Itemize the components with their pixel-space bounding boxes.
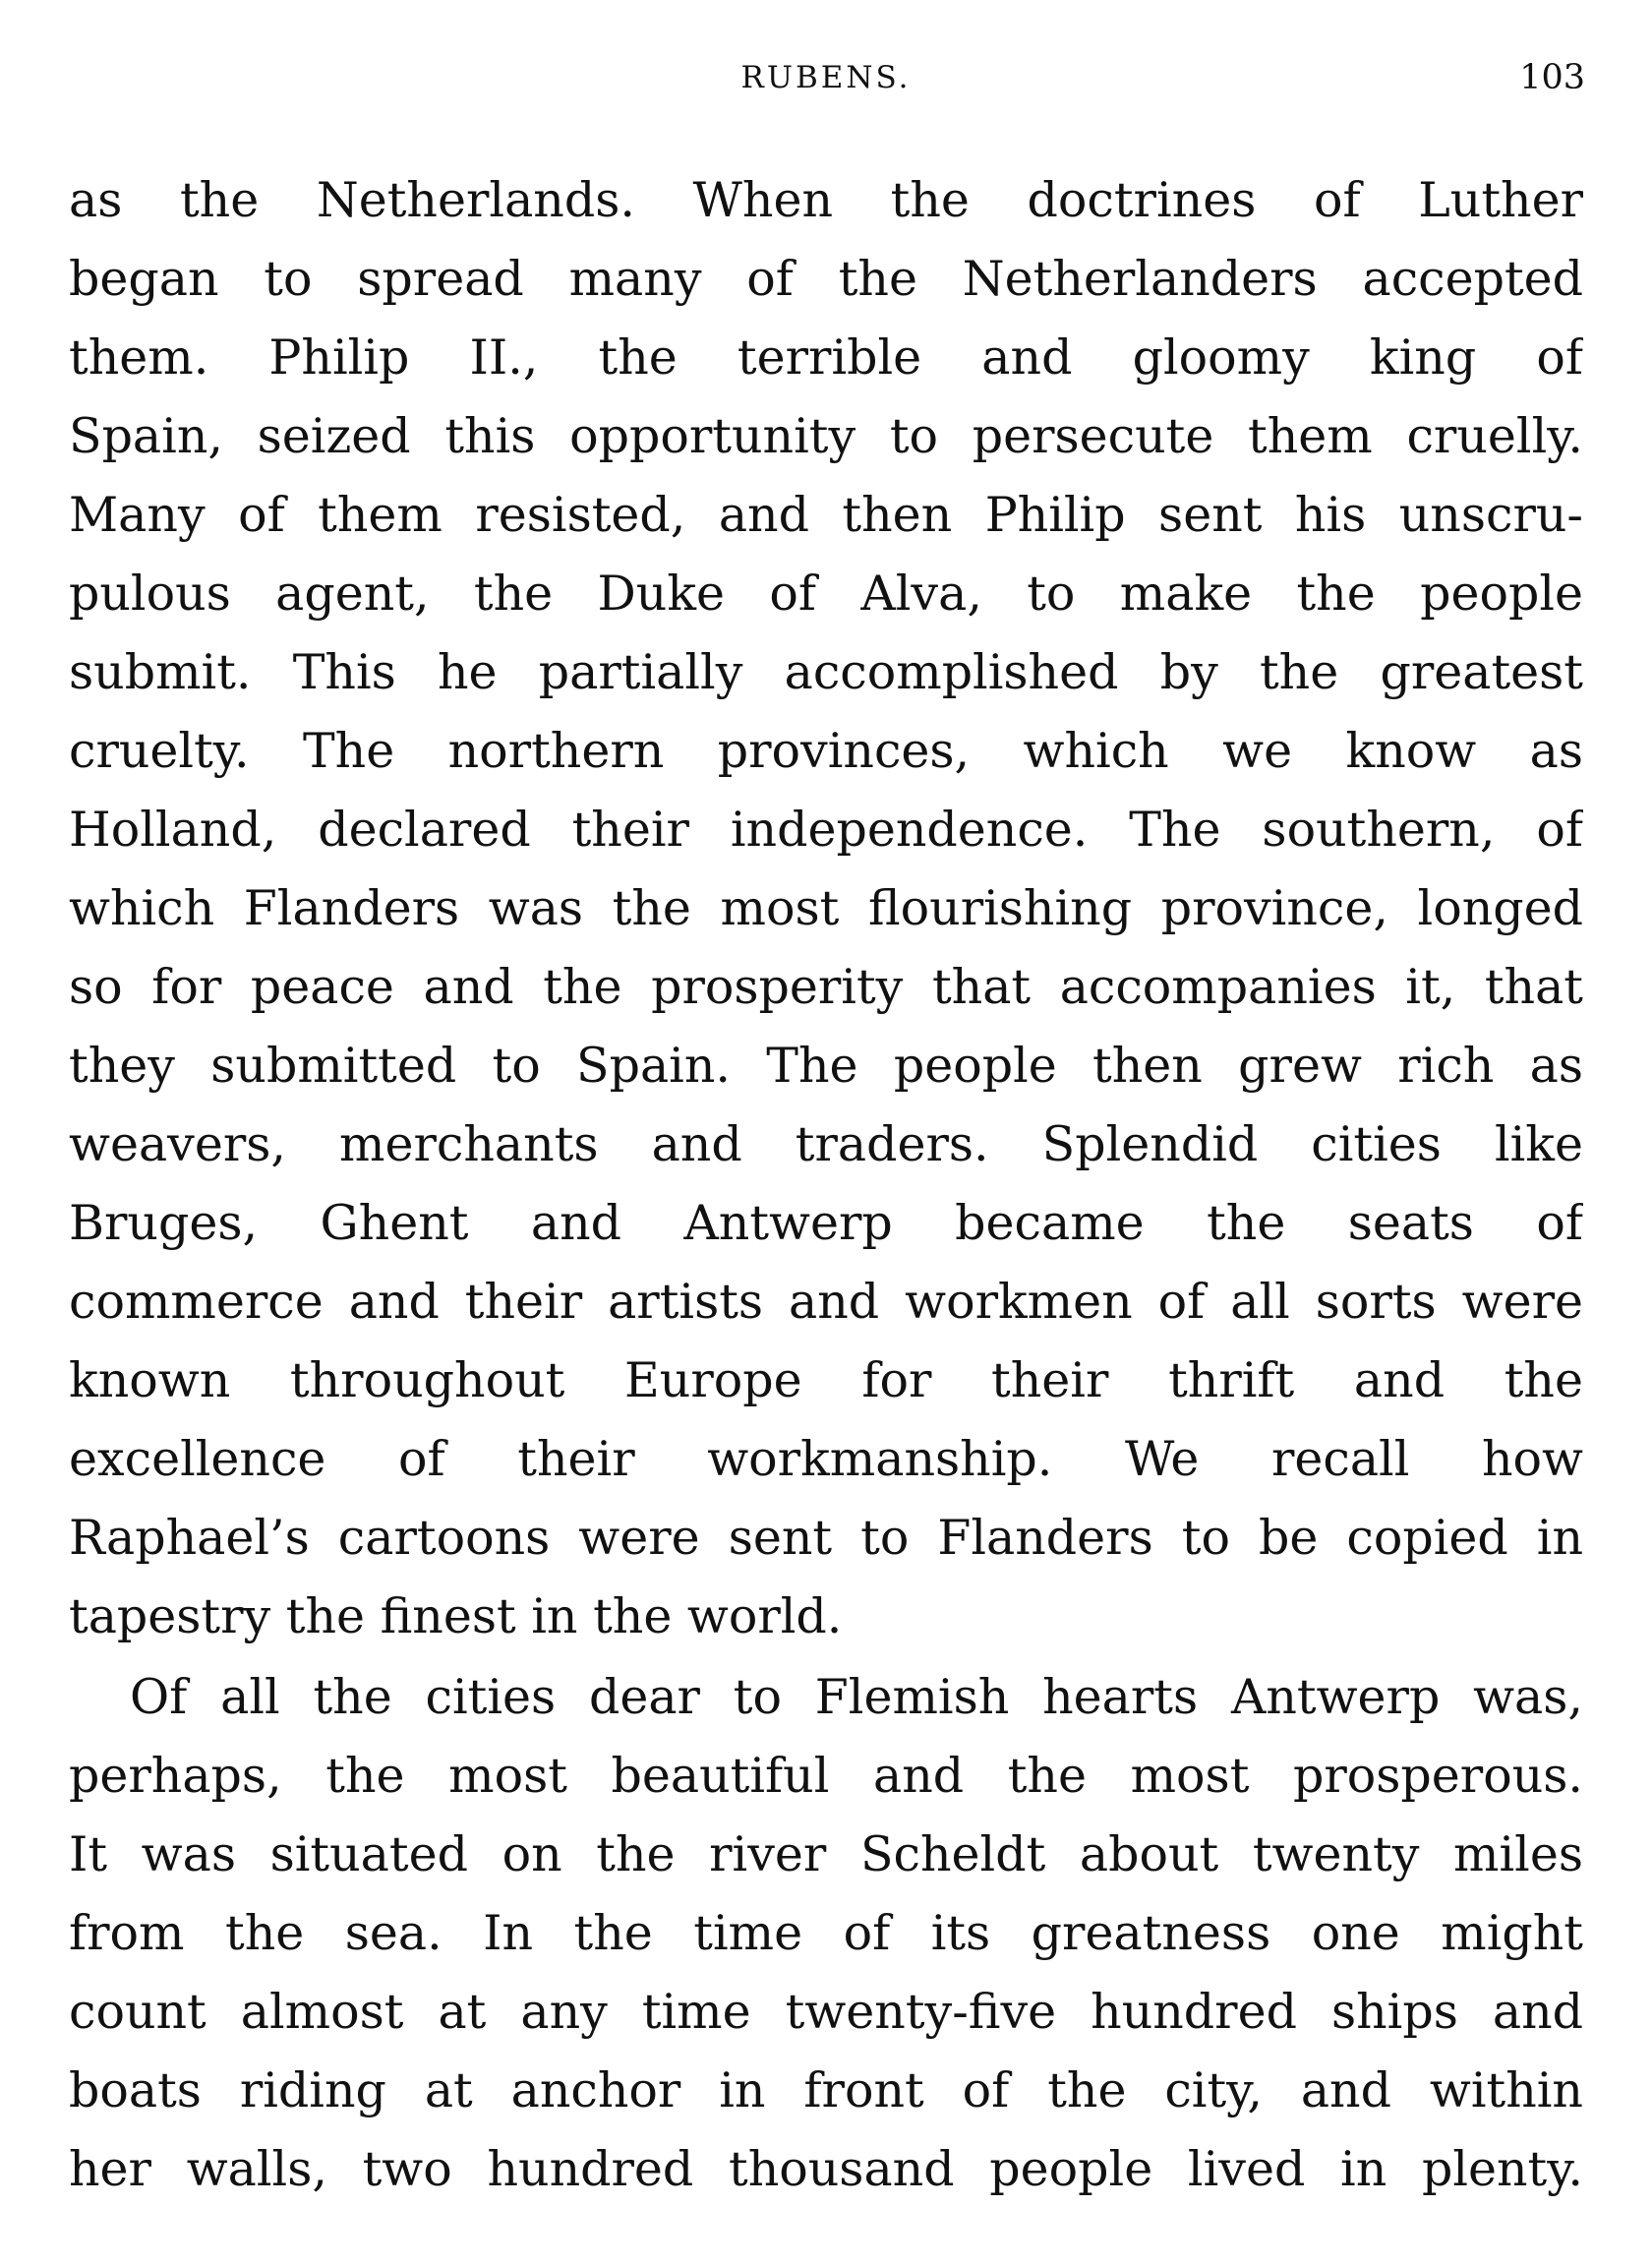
- text-line: tapestry the finest in the world.: [69, 1588, 843, 1644]
- text-line: as the Netherlands. When the doctrines of Luther: [69, 172, 1583, 228]
- text-line: excellence of their workmanship. We recall how: [69, 1431, 1583, 1487]
- text-line: Spain, seized this opportunity to persecute them cruelly.: [69, 408, 1583, 464]
- text-line: commerce and their artists and workmen of all sorts were: [69, 1274, 1583, 1330]
- text-line: so for peace and the prosperity that accompanies it, that: [69, 959, 1583, 1015]
- text-line: Many of them resisted, and then Philip sent his unscru-: [69, 487, 1583, 543]
- paragraph-1: [69, 161, 1583, 1656]
- paragraph-2: [69, 1658, 1583, 2209]
- text-line: Raphael’s cartoons were sent to Flanders to be copied in: [69, 1510, 1583, 1566]
- text-line: perhaps, the most beautiful and the most prosperous.: [69, 1748, 1583, 1804]
- text-line: boats riding at anchor in front of the city, and within: [69, 2062, 1583, 2118]
- text-line: known throughout Europe for their thrift and the: [69, 1352, 1583, 1408]
- text-line: Holland, declared their independence. The southern, of: [69, 802, 1583, 858]
- text-line: them. Philip II., the terrible and gloomy king of: [69, 329, 1583, 386]
- page-number: 103: [1519, 58, 1585, 97]
- text-line: cruelty. The northern provinces, which we know as: [69, 723, 1583, 779]
- text-line: submit. This he partially accomplished by the greatest: [69, 644, 1583, 700]
- text-line: which Flanders was the most flourishing province, longed: [69, 880, 1583, 936]
- text-line: Of all the cities dear to Flemish hearts Antwerp was,: [130, 1669, 1583, 1725]
- text-line: weavers, merchants and traders. Splendid cities like: [69, 1116, 1583, 1172]
- text-line: her walls, two hundred thousand people lived in plenty.: [69, 2141, 1583, 2197]
- text-line: from the sea. In the time of its greatness one might: [69, 1905, 1583, 1961]
- text-line: Bruges, Ghent and Antwerp became the seats of: [69, 1195, 1583, 1251]
- running-head: [0, 53, 1652, 102]
- text-line: they submitted to Spain. The people then grew rich as: [69, 1038, 1583, 1094]
- text-line: pulous agent, the Duke of Alva, to make the people: [69, 566, 1583, 622]
- body-text: [69, 161, 1583, 2209]
- chapter-title: RUBENS.: [740, 60, 912, 95]
- text-line: It was situated on the river Scheldt about twenty miles: [69, 1826, 1583, 1882]
- text-line: began to spread many of the Netherlanders accepted: [69, 251, 1583, 307]
- text-line: count almost at any time twenty-five hundred ships and: [69, 1984, 1583, 2040]
